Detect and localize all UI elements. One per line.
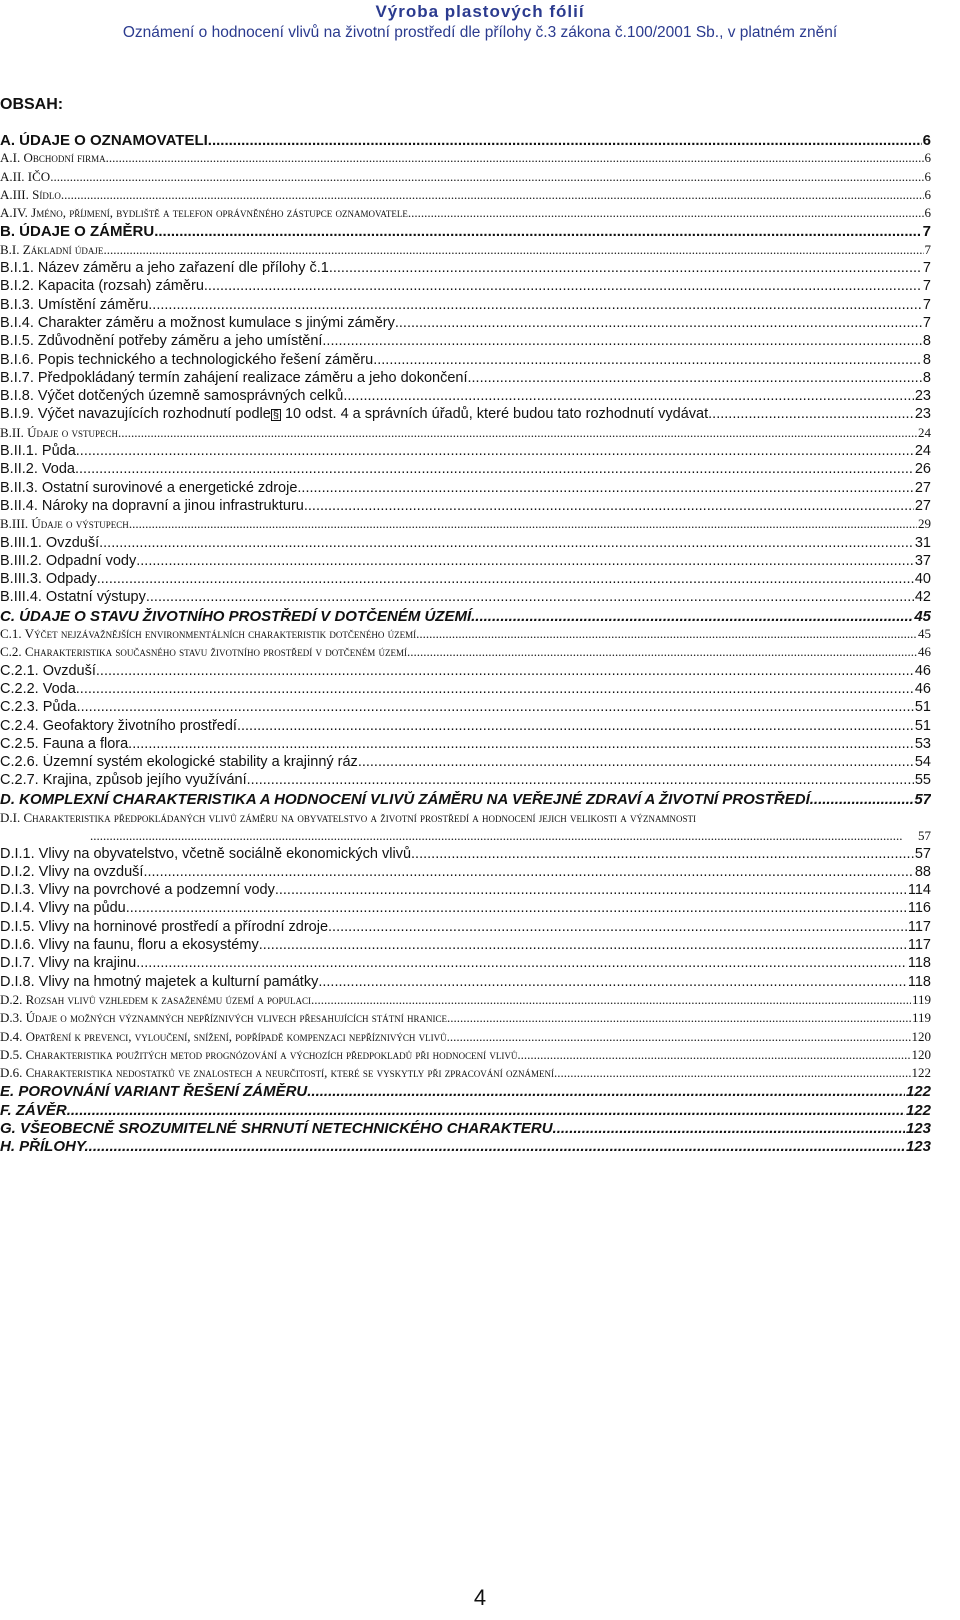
toc-entry[interactable] xyxy=(0,571,931,589)
toc-entry[interactable] xyxy=(0,681,931,699)
toc-leader xyxy=(259,937,907,953)
toc-entry[interactable] xyxy=(0,974,931,992)
toc-entry-label: D.2. Rozsah vlivů vzhledem k zasaženému území a populaci xyxy=(0,991,312,1007)
toc-entry-page: 26 xyxy=(914,461,931,478)
toc-entry-label: D.I. Charakteristika předpokládaných vlivů záměru na obyvatelstvo a životní prostředí a hodnocení jejich velikosti a významnosti xyxy=(0,809,696,825)
toc-entry[interactable] xyxy=(0,150,931,168)
toc-entry-page: 53 xyxy=(914,735,931,752)
paragraph-sign: § xyxy=(272,409,279,422)
toc-entry-page: 24 xyxy=(914,443,931,460)
toc-entry[interactable] xyxy=(0,1010,931,1028)
toc-leader xyxy=(247,772,914,788)
toc-leader xyxy=(471,608,913,625)
toc-leader xyxy=(90,827,903,845)
toc-entry-page: 24 xyxy=(918,424,931,440)
toc-entry-page: 54 xyxy=(914,754,931,771)
toc-entry[interactable] xyxy=(0,425,931,443)
document-subtitle: Oznámení o hodnocení vlivů na životní prostředí dle přílohy č.3 zákona č.100/2001 Sb., v platném znění xyxy=(122,24,838,41)
toc-entry-page: 7 xyxy=(922,223,931,241)
toc-entry[interactable] xyxy=(0,589,931,607)
toc-entry-label: B.II. Údaje o vstupech xyxy=(0,424,118,440)
toc-leader xyxy=(146,589,914,605)
toc-entry-page: 6 xyxy=(922,132,931,149)
toc-entry-page: 8 xyxy=(922,369,931,386)
toc-entry-page: 31 xyxy=(914,534,931,551)
toc-entry[interactable] xyxy=(0,535,931,553)
toc-leader xyxy=(96,663,914,679)
toc-entry-label: A.II. IČO xyxy=(0,168,51,184)
toc-entry[interactable] xyxy=(0,1083,931,1101)
toc-entry[interactable] xyxy=(0,992,931,1010)
toc-entry-page: 122 xyxy=(905,1101,931,1119)
toc-entry-label: B.I. Základní údaje xyxy=(0,241,104,257)
toc-entry-page: 40 xyxy=(914,571,931,588)
toc-leader xyxy=(447,1029,911,1045)
toc-entry[interactable] xyxy=(0,772,931,790)
toc-leader xyxy=(328,919,907,935)
toc-entry-label: D.I.2. Vlivy na ovzduší xyxy=(0,863,144,880)
toc-entry[interactable] xyxy=(0,626,931,644)
toc-entry-page: 46 xyxy=(918,644,931,660)
toc-entry-label: B.I.1. Název záměru a jeho zařazení dle přílohy č.1 xyxy=(0,260,329,277)
toc-leader xyxy=(97,571,914,587)
toc-entry[interactable] xyxy=(0,937,931,955)
toc-entry[interactable] xyxy=(0,1029,931,1047)
toc-entry-page: 117 xyxy=(907,918,931,935)
toc-leader xyxy=(407,644,917,660)
toc-entry-label: D.I.3. Vlivy na povrchové a podzemní vody xyxy=(0,882,275,899)
toc-entry-label: C.2.6. Územní systém ekologické stability a krajinný ráz xyxy=(0,754,358,771)
toc-entry[interactable] xyxy=(0,1047,931,1065)
toc-entry[interactable] xyxy=(0,223,931,241)
toc-leader xyxy=(154,223,921,240)
toc-entry[interactable] xyxy=(0,663,931,681)
toc-entry-label: B.I.6. Popis technického a technologického řešení záměru xyxy=(0,351,374,368)
toc-leader xyxy=(99,535,914,551)
toc-leader xyxy=(148,297,922,313)
toc-leader xyxy=(411,846,914,862)
toc-entry-label: B.III.2. Odpadní vody xyxy=(0,552,137,569)
toc-entry[interactable] xyxy=(0,1065,931,1083)
toc-entry[interactable] xyxy=(0,315,931,333)
toc-entry[interactable] xyxy=(0,388,931,406)
toc-leader xyxy=(50,169,923,185)
toc-entry-page: 7 xyxy=(922,260,931,277)
toc-leader xyxy=(343,388,914,404)
toc-entry-page: 7 xyxy=(924,241,931,257)
toc-leader xyxy=(143,864,913,880)
toc-entry[interactable] xyxy=(0,516,931,534)
toc-entry[interactable] xyxy=(0,644,931,662)
toc-leader xyxy=(408,205,924,221)
toc-entry-label: D.4. Opatření k prevenci, vyloučení, snížení, popřípadě kompenzaci nepříznivých vlivů xyxy=(0,1028,447,1044)
toc-leader xyxy=(93,1138,905,1155)
toc-entry[interactable] xyxy=(0,955,931,973)
toc-entry[interactable] xyxy=(0,278,931,296)
toc-entry-page: 37 xyxy=(914,552,931,569)
toc-entry-label: G. VŠEOBECNĚ SROZUMITELNÉ SHRNUTÍ NETECHNICKÉHO CHARAKTERU xyxy=(0,1120,553,1138)
toc-entry-page: 6 xyxy=(924,168,931,184)
toc-leader xyxy=(395,315,922,331)
toc-leader xyxy=(447,1010,911,1026)
toc-entry-page: 57 xyxy=(918,828,931,844)
toc-entry-page: 29 xyxy=(918,516,931,532)
toc-leader xyxy=(129,516,917,532)
toc-entry-page: 7 xyxy=(922,296,931,313)
toc-entry[interactable] xyxy=(0,608,931,626)
toc-entry-label: C.2.3. Půda xyxy=(0,699,77,716)
toc-leader xyxy=(61,187,924,203)
toc-entry[interactable] xyxy=(0,333,931,351)
toc-leader xyxy=(237,718,914,734)
toc-leader xyxy=(204,278,922,294)
toc-entry-label: D.I.5. Vlivy na horninové prostředí a přírodní zdroje xyxy=(0,918,329,935)
toc-entry-page: 116 xyxy=(907,900,931,917)
toc-entry[interactable] xyxy=(0,809,931,846)
toc-entry-label: A.III. Sídlo xyxy=(0,186,61,202)
toc-entry-label: D.I.6. Vlivy na faunu, floru a ekosystémy xyxy=(0,937,259,954)
toc-entry-label: A.IV. Jméno, příjmení, bydliště a telefon oprávněného zástupce oznamovatele xyxy=(0,205,408,221)
toc-entry-label: C.2.5. Fauna a flora xyxy=(0,735,129,752)
toc-entry-page: 122 xyxy=(905,1083,931,1101)
toc-entry[interactable] xyxy=(0,553,931,571)
toc-entry-page: 42 xyxy=(914,589,931,606)
toc-leader xyxy=(416,626,917,642)
toc-entry[interactable] xyxy=(0,900,931,918)
toc-entry-page: 27 xyxy=(914,497,931,514)
toc-entry[interactable] xyxy=(0,260,931,278)
toc-entry[interactable] xyxy=(0,882,931,900)
toc-leader xyxy=(136,553,914,569)
toc-entry-label: B.I.3. Umístění záměru xyxy=(0,296,149,313)
toc-entry-page: 46 xyxy=(914,680,931,697)
toc-entry[interactable] xyxy=(0,297,931,315)
toc-entry-label: C.2.4. Geofaktory životního prostředí xyxy=(0,717,237,734)
toc-entry-page: 8 xyxy=(922,351,931,368)
toc-entry-label: C.1. Výčet nejzávažnějších environmentálních charakteristik dotčeného území xyxy=(0,626,417,642)
toc-entry[interactable] xyxy=(0,480,931,498)
toc-leader xyxy=(554,1065,910,1081)
toc-entry[interactable] xyxy=(0,718,931,736)
toc-entry-label: C.2.1. Ovzduší xyxy=(0,662,96,679)
toc-entry-label: B.I.9. Výčet navazujících rozhodnutí podle xyxy=(0,406,271,423)
toc-entry[interactable] xyxy=(0,370,931,388)
toc-entry-label: B.I.8. Výčet dotčených územně samosprávných celků xyxy=(0,388,344,405)
toc-entry-label: B.I.7. Předpokládaný termín zahájení realizace záměru a jeho dokončení xyxy=(0,369,468,386)
toc-entry-label: D.3. Údaje o možných významných nepříznivých vlivech přesahujících státní hranice xyxy=(0,1010,448,1026)
toc-leader xyxy=(275,882,907,898)
toc-entry-label: B. ÚDAJE O ZÁMĚRU xyxy=(0,223,155,241)
toc-leader xyxy=(118,425,917,441)
toc-entry-label: D. KOMPLEXNÍ CHARAKTERISTIKA A HODNOCENÍ VLIVŮ ZÁMĚRU NA VEŘEJNÉ ZDRAVÍ A ŽIVOTNÍ PROSTŘEDÍ xyxy=(0,790,810,808)
toc-entry-page: 7 xyxy=(922,314,931,331)
toc-leader xyxy=(329,260,922,276)
toc-entry-page: 7 xyxy=(922,278,931,295)
toc-entry-page: 123 xyxy=(905,1138,931,1156)
toc-entry-page: 6 xyxy=(924,186,931,202)
toc-entry-label: F. ZÁVĚR xyxy=(0,1101,67,1119)
toc-entry[interactable] xyxy=(0,864,931,882)
toc-entry[interactable] xyxy=(0,443,931,461)
toc-entry-label: B.I.5. Zdůvodnění potřeby záměru a jeho umístění xyxy=(0,333,323,350)
toc-entry[interactable] xyxy=(0,1120,931,1138)
toc-entry-page: 117 xyxy=(907,937,931,954)
toc-leader xyxy=(126,900,907,916)
toc-leader xyxy=(76,681,914,697)
toc-entry-label: B.III.1. Ovzduší xyxy=(0,534,100,551)
toc-entry-label: H. PŘÍLOHY.. xyxy=(0,1138,93,1156)
toc-entry-label: E. POROVNÁNÍ VARIANT ŘEŠENÍ ZÁMĚRU xyxy=(0,1083,308,1101)
toc-entry-page: 8 xyxy=(922,333,931,350)
toc-leader xyxy=(208,132,922,149)
toc-entry-label-cont: 10 odst. 4 a správních úřadů, které budou tato rozhodnutí vydávat xyxy=(284,406,709,423)
toc-entry-label: D.I.8. Vlivy na hmotný majetek a kulturní památky xyxy=(0,973,319,990)
toc-leader xyxy=(322,333,922,349)
toc-entry-page: 114 xyxy=(907,882,931,899)
page-number: 4 xyxy=(473,1585,487,1610)
toc-entry-page: 6 xyxy=(924,150,931,166)
toc-entry-label: B.I.4. Charakter záměru a možnost kumulace s jinými záměry xyxy=(0,314,395,331)
toc-entry-page: 88 xyxy=(914,863,931,880)
toc-leader xyxy=(468,370,922,386)
toc-entry[interactable] xyxy=(0,791,931,809)
toc-entry-label: C.2. Charakteristika současného stavu životního prostředí v dotčeném území xyxy=(0,644,407,660)
toc-entry[interactable] xyxy=(0,352,931,370)
toc-entry-page: 27 xyxy=(914,479,931,496)
toc-leader xyxy=(297,480,913,496)
toc-entry-label: B.II.4. Nároky na dopravní a jinou infrastrukturu xyxy=(0,497,304,514)
toc-entry-page: 123 xyxy=(905,1120,931,1138)
toc-leader xyxy=(358,754,914,770)
toc-entry-label: A.I. Obchodní firma xyxy=(0,150,106,166)
toc-leader xyxy=(311,992,911,1008)
table-of-contents xyxy=(0,132,931,1157)
toc-entry-label: B.III.3. Odpady xyxy=(0,571,97,588)
toc-entry-page: 57 xyxy=(914,845,931,862)
toc-entry-page: 51 xyxy=(914,717,931,734)
toc-entry-page: 118 xyxy=(907,955,931,972)
toc-leader xyxy=(75,461,914,477)
toc-leader xyxy=(708,406,914,422)
toc-entry-label: B.III.4. Ostatní výstupy xyxy=(0,589,146,606)
document-title: Výroba plastových fólií xyxy=(375,2,585,21)
toc-entry[interactable] xyxy=(0,919,931,937)
toc-entry-page: 120 xyxy=(911,1046,931,1062)
toc-entry-page: 118 xyxy=(907,973,931,990)
toc-heading: OBSAH: xyxy=(0,96,64,113)
toc-entry-page: 57 xyxy=(914,790,931,808)
toc-leader xyxy=(103,242,923,258)
toc-leader xyxy=(304,498,914,514)
toc-entry[interactable] xyxy=(0,187,931,205)
toc-entry-page: 23 xyxy=(914,388,931,405)
toc-entry-label: B.II.3. Ostatní surovinové a energetické zdroje xyxy=(0,479,298,496)
toc-leader xyxy=(67,1102,905,1119)
toc-leader xyxy=(553,1120,905,1137)
toc-entry-label: B.III. Údaje o výstupech xyxy=(0,516,129,532)
toc-entry[interactable] xyxy=(0,1138,931,1156)
toc-entry-label: D.I.4. Vlivy na půdu xyxy=(0,900,126,917)
toc-leader xyxy=(373,352,922,368)
toc-entry-page: 119 xyxy=(911,991,931,1007)
toc-entry-label: C.2.2. Voda xyxy=(0,680,76,697)
toc-entry-label: C.2.7. Krajina, způsob jejího využívání xyxy=(0,772,247,789)
toc-leader xyxy=(810,791,914,808)
toc-entry-page: 45 xyxy=(918,626,931,642)
toc-entry[interactable] xyxy=(0,169,931,187)
toc-leader xyxy=(136,955,907,971)
toc-entry-page: 46 xyxy=(914,662,931,679)
toc-entry-page: 51 xyxy=(914,699,931,716)
toc-entry[interactable] xyxy=(0,736,931,754)
toc-entry[interactable] xyxy=(0,461,931,479)
toc-leader xyxy=(128,736,914,752)
toc-entry-page: 6 xyxy=(924,205,931,221)
toc-entry[interactable] xyxy=(0,242,931,260)
toc-entry-label: D.6. Charakteristika nedostatků ve znalostech a neurčitostí, které se vyskytly při zpracování oznámení xyxy=(0,1065,555,1081)
toc-entry-label: D.I.1. Vlivy na obyvatelstvo, včetně sociálně ekonomických vlivů xyxy=(0,845,412,862)
toc-entry-page: 45 xyxy=(914,607,931,625)
toc-entry[interactable] xyxy=(0,846,931,864)
toc-leader xyxy=(318,974,907,990)
toc-entry-label: A. ÚDAJE O OZNAMOVATELI xyxy=(0,132,208,149)
toc-entry-page: 23 xyxy=(914,406,931,423)
toc-leader xyxy=(77,699,914,715)
toc-entry-label: B.II.1. Půda xyxy=(0,443,76,460)
toc-entry-page: 119 xyxy=(911,1010,931,1026)
toc-entry[interactable] xyxy=(0,754,931,772)
toc-entry-label: D.5. Charakteristika použitých metod prognózování a výchozích předpokladů při hodnocení vlivů xyxy=(0,1046,518,1062)
toc-leader xyxy=(106,150,924,166)
toc-entry-label: B.II.2. Voda xyxy=(0,461,75,478)
toc-entry[interactable] xyxy=(0,132,931,150)
toc-entry-label: D.I.7. Vlivy na krajinu xyxy=(0,955,137,972)
toc-entry[interactable] xyxy=(0,205,931,223)
toc-entry[interactable] xyxy=(0,406,931,424)
toc-entry-label: B.I.2. Kapacita (rozsah) záměru xyxy=(0,278,204,295)
toc-entry[interactable] xyxy=(0,699,931,717)
toc-entry[interactable] xyxy=(0,1102,931,1120)
toc-entry-page: 55 xyxy=(914,772,931,789)
toc-entry-page: 122 xyxy=(911,1065,931,1081)
toc-leader xyxy=(307,1083,905,1100)
toc-leader xyxy=(517,1047,910,1063)
toc-leader xyxy=(76,443,914,459)
toc-entry-label: C. ÚDAJE O STAVU ŽIVOTNÍHO PROSTŘEDÍ V DOTČENÉM ÚZEMÍ xyxy=(0,607,472,625)
toc-entry[interactable] xyxy=(0,498,931,516)
toc-entry-page: 120 xyxy=(911,1028,931,1044)
